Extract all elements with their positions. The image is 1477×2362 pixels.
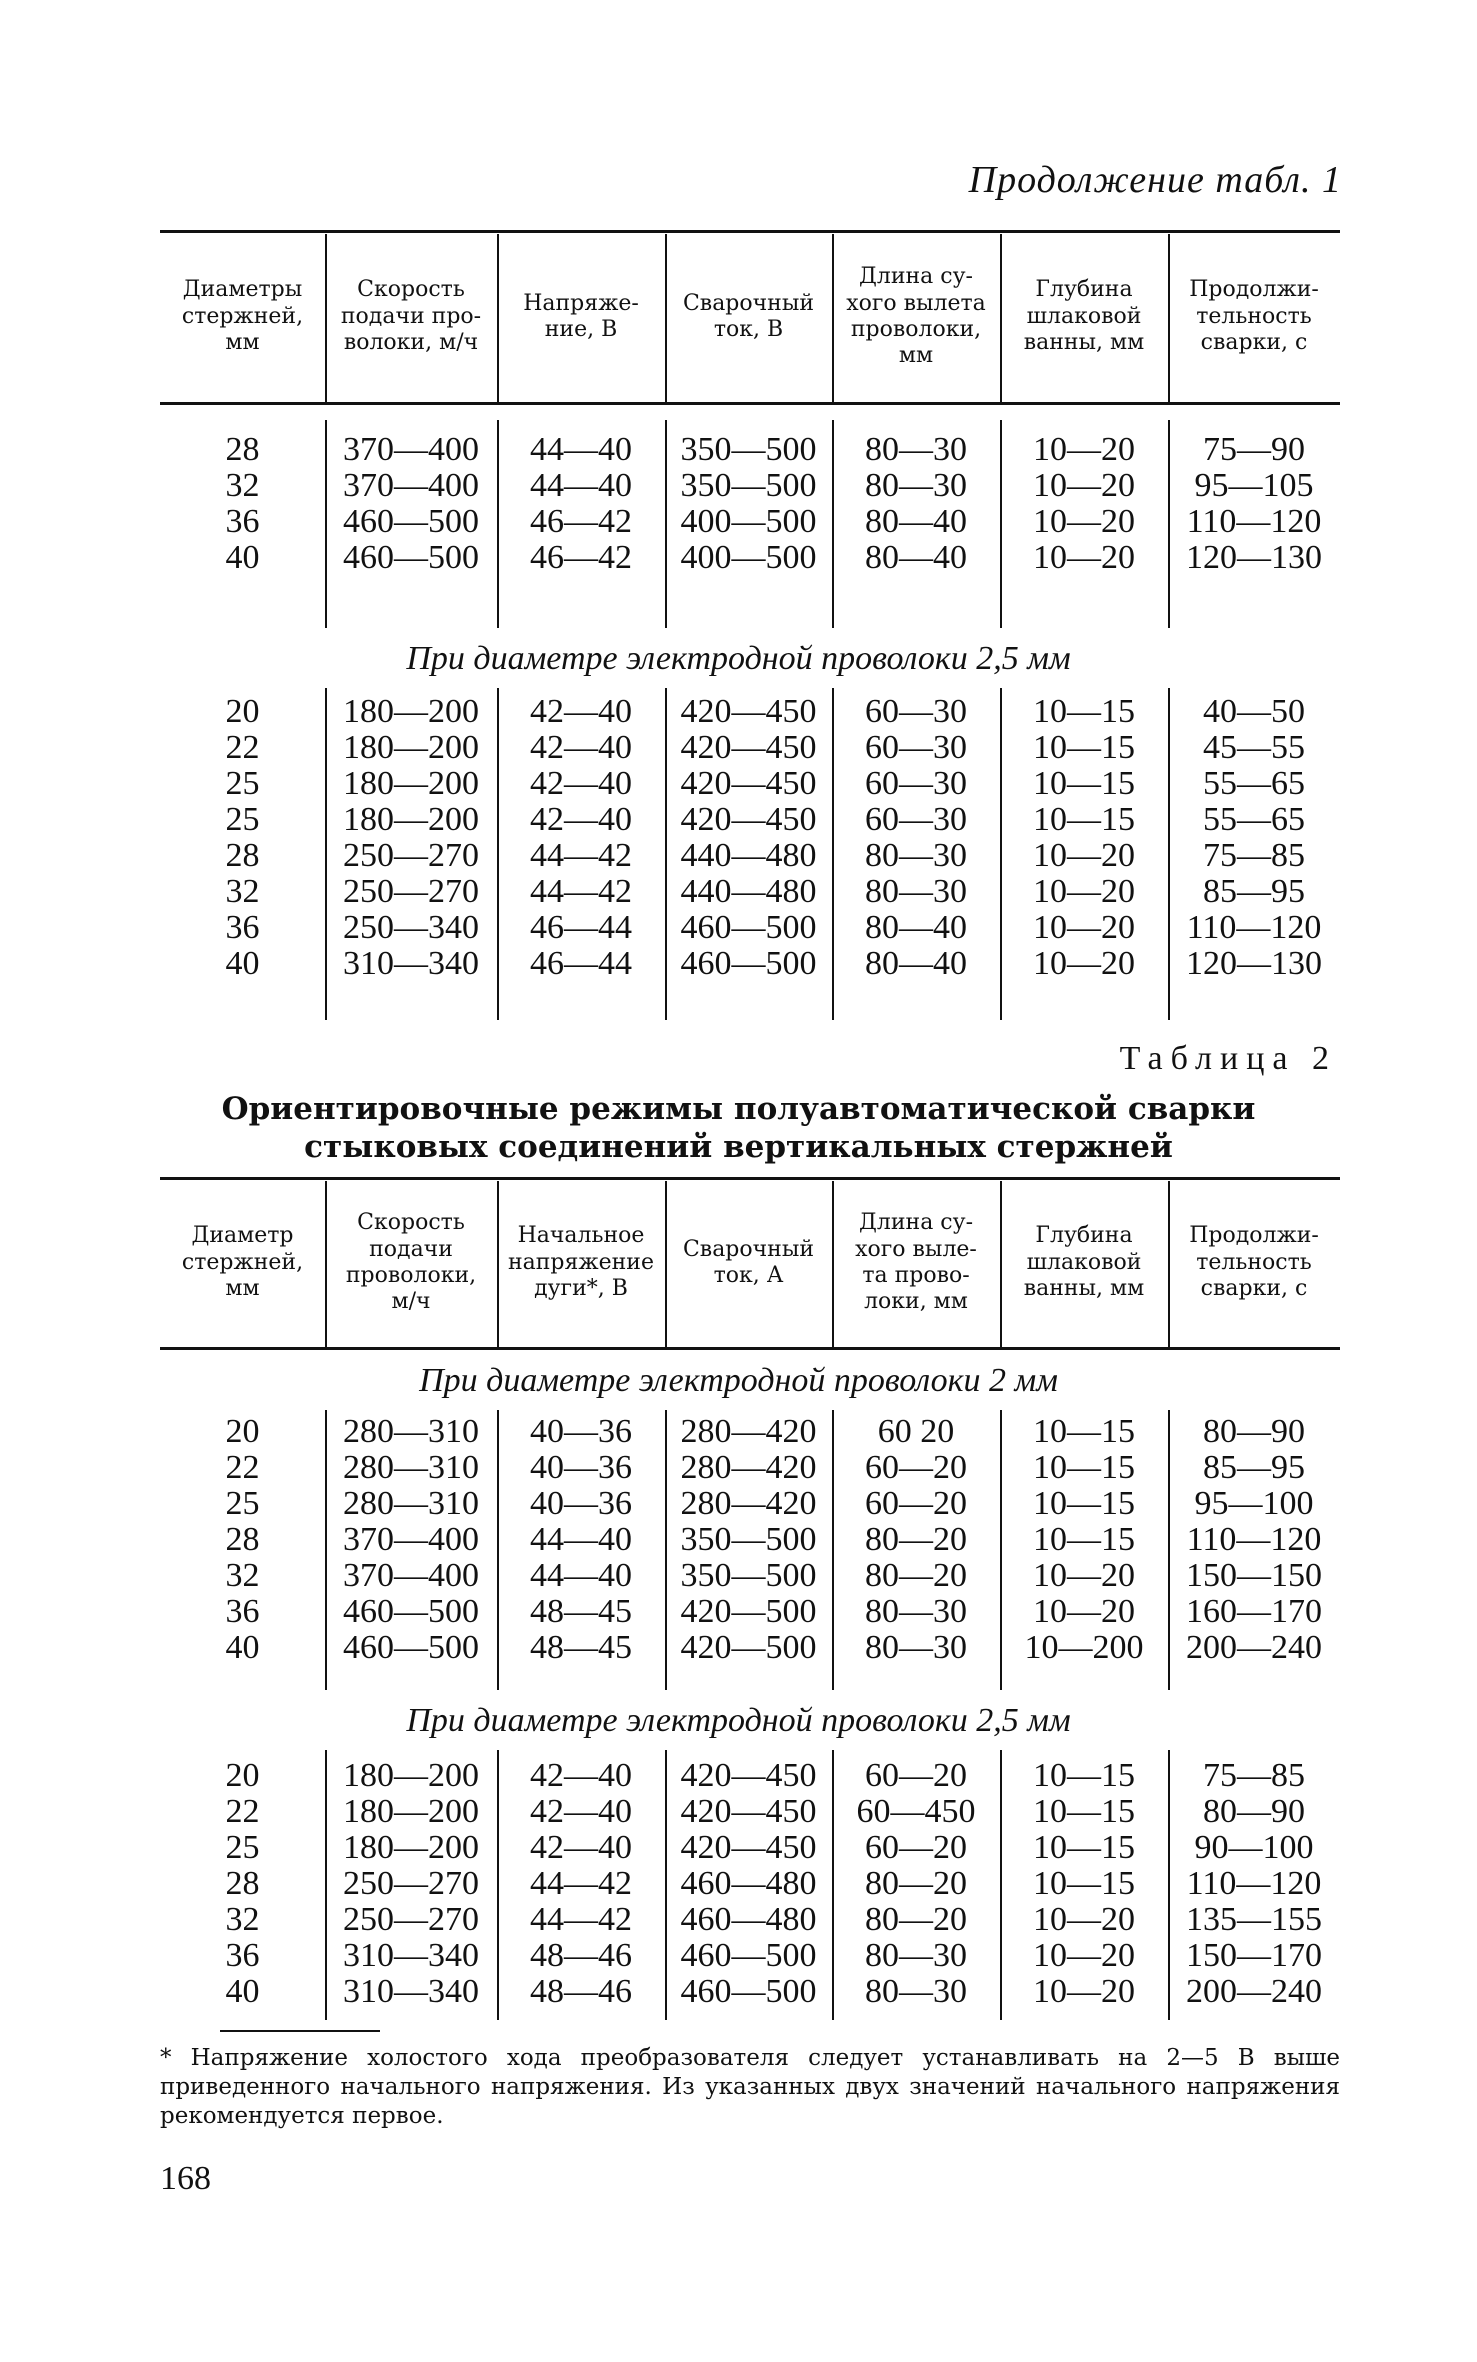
table-cell: 40 bbox=[225, 1973, 260, 2010]
table-cell: 60—450 bbox=[856, 1793, 976, 1830]
footnote: * Напряжение холостого хода преобразователя следует устанавливать на 2—5 В выше приведенного начального напряжения. Из указанных двух значений начального напряжения рекомендуется первое. bbox=[160, 2045, 1340, 2129]
table-cell: 460—500 bbox=[680, 1973, 817, 2010]
table-cell: 10—20 bbox=[1033, 467, 1135, 504]
table-cell: 48—46 bbox=[530, 1973, 632, 2010]
table-cell: 10—20 bbox=[1033, 909, 1135, 946]
table2-title-line2: стыковых соединений вертикальных стержней bbox=[304, 1129, 1173, 1165]
table-cell: 460—500 bbox=[680, 909, 817, 946]
table-cell: 200—240 bbox=[1186, 1973, 1322, 2010]
table-cell: 80—30 bbox=[865, 873, 967, 910]
table-cell: 10—20 bbox=[1033, 1937, 1135, 1974]
table-cell: 10—15 bbox=[1033, 1757, 1135, 1794]
table-cell: 280—420 bbox=[680, 1449, 817, 1486]
table2-divider bbox=[1000, 1181, 1002, 1347]
table2-block2-column-1 bbox=[160, 1758, 325, 2010]
table-cell: 420—450 bbox=[680, 729, 817, 766]
table-cell: 60—20 bbox=[865, 1829, 967, 1866]
table-cell: 25 bbox=[225, 765, 260, 802]
table-cell: 40 bbox=[225, 945, 260, 982]
table2-block1-column-2 bbox=[325, 1414, 497, 1666]
table-cell: 28 bbox=[225, 1521, 260, 1558]
table-cell: 40—36 bbox=[530, 1413, 632, 1450]
table2-header-rule bbox=[160, 1347, 1340, 1350]
table2-divider bbox=[665, 1181, 667, 1347]
footnote-rule bbox=[220, 2030, 380, 2032]
table2-title bbox=[0, 1090, 1477, 1166]
table-cell: 80—20 bbox=[865, 1865, 967, 1902]
table2-block1-subheading: При диаметре электродной проволоки 2 мм bbox=[419, 1362, 1058, 1399]
table-cell: 60—30 bbox=[865, 729, 967, 766]
table2-title-line1: Ориентировочные режимы полуавтоматической сварки bbox=[221, 1091, 1256, 1127]
table-cell: 420—500 bbox=[680, 1593, 817, 1630]
table-cell: 10—20 bbox=[1033, 1901, 1135, 1938]
table2-block2-column-5 bbox=[832, 1758, 1000, 2010]
table-cell: 180—200 bbox=[343, 729, 479, 766]
table-cell: 36 bbox=[225, 503, 260, 540]
table-cell: 42—40 bbox=[530, 765, 632, 802]
table1-top-rule bbox=[160, 230, 1340, 233]
table-cell: 80—20 bbox=[865, 1521, 967, 1558]
table-cell: 10—20 bbox=[1033, 1557, 1135, 1594]
table-cell: 135—155 bbox=[1186, 1901, 1322, 1938]
table-cell: 60 20 bbox=[877, 1413, 955, 1450]
table-cell: 80—90 bbox=[1203, 1413, 1305, 1450]
continuation-title: Продолжение табл. 1 bbox=[968, 159, 1342, 201]
table-cell: 10—20 bbox=[1033, 1593, 1135, 1630]
table-cell: 36 bbox=[225, 1937, 260, 1974]
table-cell: 25 bbox=[225, 1485, 260, 1522]
table-cell: 44—40 bbox=[530, 1521, 632, 1558]
table-cell: 10—20 bbox=[1033, 503, 1135, 540]
table-cell: 110—120 bbox=[1186, 1865, 1322, 1902]
table2-block2-subheading: При диаметре электродной проволоки 2,5 мм bbox=[406, 1702, 1071, 1739]
table-cell: 310—340 bbox=[343, 1973, 479, 2010]
table-cell: 420—450 bbox=[680, 1757, 817, 1794]
table2-block1-column-7 bbox=[1168, 1414, 1340, 1666]
table-cell: 400—500 bbox=[680, 539, 817, 576]
table-cell: 22 bbox=[225, 1793, 260, 1830]
table-cell: 40 bbox=[225, 539, 260, 576]
table1-block1-column-4 bbox=[665, 432, 832, 576]
table-cell: 440—480 bbox=[680, 873, 817, 910]
table-cell: 32 bbox=[225, 467, 260, 504]
table1-divider bbox=[497, 234, 499, 402]
table-cell: 160—170 bbox=[1186, 1593, 1322, 1630]
table1-header-1: Диаметры стержней, мм bbox=[181, 277, 304, 356]
table1-header-rule bbox=[160, 402, 1340, 405]
table-cell: 310—340 bbox=[343, 1937, 479, 1974]
table-cell: 22 bbox=[225, 729, 260, 766]
table-cell: 20 bbox=[225, 1757, 260, 1794]
table1-header-6: Глубина шлаковой ванны, мм bbox=[1023, 277, 1145, 356]
table-cell: 180—200 bbox=[343, 801, 479, 838]
table2-header-3: Начальное напряжение дуги*, В bbox=[507, 1223, 654, 1302]
table1-block2-column-1 bbox=[160, 694, 325, 982]
table2-divider bbox=[497, 1181, 499, 1347]
table2-block1-column-4 bbox=[665, 1414, 832, 1666]
table-cell: 420—450 bbox=[680, 1793, 817, 1830]
table-cell: 280—310 bbox=[343, 1485, 479, 1522]
table-cell: 150—170 bbox=[1186, 1937, 1322, 1974]
table-cell: 200—240 bbox=[1186, 1629, 1322, 1666]
table1-block2-column-7 bbox=[1168, 694, 1340, 982]
table-cell: 420—450 bbox=[680, 1829, 817, 1866]
table2-block2-column-3 bbox=[497, 1758, 665, 2010]
table1-divider bbox=[1168, 234, 1170, 402]
table-cell: 10—15 bbox=[1033, 1449, 1135, 1486]
table-cell: 75—85 bbox=[1203, 837, 1305, 874]
table-cell: 80—40 bbox=[865, 945, 967, 982]
table2-block2-column-6 bbox=[1000, 1758, 1168, 2010]
table-cell: 95—100 bbox=[1194, 1485, 1314, 1522]
table-cell: 80—30 bbox=[865, 1937, 967, 1974]
table1-divider bbox=[665, 234, 667, 402]
table-cell: 10—15 bbox=[1033, 1793, 1135, 1830]
table-cell: 60—30 bbox=[865, 765, 967, 802]
table-cell: 10—20 bbox=[1033, 539, 1135, 576]
table-cell: 10—20 bbox=[1033, 1973, 1135, 2010]
table-cell: 440—480 bbox=[680, 837, 817, 874]
table-cell: 80—30 bbox=[865, 1593, 967, 1630]
table-cell: 10—200 bbox=[1024, 1629, 1144, 1666]
table-cell: 460—500 bbox=[343, 539, 479, 576]
table-cell: 10—20 bbox=[1033, 873, 1135, 910]
table-cell: 80—30 bbox=[865, 1973, 967, 2010]
table-cell: 80—30 bbox=[865, 837, 967, 874]
table1-block1-column-3 bbox=[497, 432, 665, 576]
table1-header-5: Длина су- хого вылета проволоки, мм bbox=[846, 264, 986, 369]
table-cell: 280—420 bbox=[680, 1485, 817, 1522]
table-cell: 460—500 bbox=[343, 1593, 479, 1630]
table-cell: 42—40 bbox=[530, 729, 632, 766]
table-cell: 32 bbox=[225, 873, 260, 910]
table-cell: 180—200 bbox=[343, 693, 479, 730]
table-cell: 42—40 bbox=[530, 801, 632, 838]
table-cell: 180—200 bbox=[343, 765, 479, 802]
table-cell: 60—30 bbox=[865, 801, 967, 838]
table-cell: 250—270 bbox=[343, 873, 479, 910]
table-cell: 36 bbox=[225, 909, 260, 946]
table-cell: 40—50 bbox=[1203, 693, 1305, 730]
table-cell: 420—450 bbox=[680, 765, 817, 802]
table-cell: 48—45 bbox=[530, 1629, 632, 1666]
table2-label: Таблица 2 bbox=[1119, 1040, 1337, 1077]
table2-block1-column-5 bbox=[832, 1414, 1000, 1666]
table1-block1-column-2 bbox=[325, 432, 497, 576]
table-cell: 120—130 bbox=[1186, 945, 1322, 982]
table-cell: 80—30 bbox=[865, 431, 967, 468]
table-cell: 44—42 bbox=[530, 873, 632, 910]
table-cell: 250—340 bbox=[343, 909, 479, 946]
table-cell: 420—450 bbox=[680, 693, 817, 730]
table-cell: 55—65 bbox=[1203, 801, 1305, 838]
table-cell: 32 bbox=[225, 1557, 260, 1594]
table2-top-rule bbox=[160, 1177, 1340, 1180]
table-cell: 45—55 bbox=[1203, 729, 1305, 766]
table2-divider bbox=[325, 1181, 327, 1347]
table-cell: 25 bbox=[225, 801, 260, 838]
table-cell: 350—500 bbox=[680, 467, 817, 504]
table-cell: 80—30 bbox=[865, 1629, 967, 1666]
table2-header-4: Сварочный ток, А bbox=[682, 1236, 815, 1288]
table-cell: 42—40 bbox=[530, 1757, 632, 1794]
table2-header-6: Глубина шлаковой ванны, мм bbox=[1023, 1223, 1145, 1302]
table1-header-4: Сварочный ток, В bbox=[682, 290, 815, 342]
table-cell: 350—500 bbox=[680, 1521, 817, 1558]
table-cell: 10—15 bbox=[1033, 693, 1135, 730]
table-cell: 400—500 bbox=[680, 503, 817, 540]
table-cell: 90—100 bbox=[1194, 1829, 1314, 1866]
table1-divider bbox=[1000, 234, 1002, 402]
table-cell: 80—30 bbox=[865, 467, 967, 504]
table-cell: 80—40 bbox=[865, 909, 967, 946]
table-cell: 28 bbox=[225, 431, 260, 468]
table-cell: 80—20 bbox=[865, 1901, 967, 1938]
table1-block1-column-7 bbox=[1168, 432, 1340, 576]
table-cell: 120—130 bbox=[1186, 539, 1322, 576]
table-cell: 280—310 bbox=[343, 1449, 479, 1486]
table-cell: 10—15 bbox=[1033, 1865, 1135, 1902]
table-cell: 180—200 bbox=[343, 1757, 479, 1794]
table-cell: 40 bbox=[225, 1629, 260, 1666]
table-cell: 80—40 bbox=[865, 503, 967, 540]
table-cell: 75—85 bbox=[1203, 1757, 1305, 1794]
page-number: 168 bbox=[160, 2160, 211, 2197]
table-cell: 44—42 bbox=[530, 1901, 632, 1938]
table-cell: 10—15 bbox=[1033, 801, 1135, 838]
table-cell: 370—400 bbox=[343, 431, 479, 468]
table-cell: 20 bbox=[225, 1413, 260, 1450]
table-cell: 250—270 bbox=[343, 837, 479, 874]
table2-block1-column-3 bbox=[497, 1414, 665, 1666]
table-cell: 310—340 bbox=[343, 945, 479, 982]
table-cell: 460—500 bbox=[680, 1937, 817, 1974]
table-cell: 460—500 bbox=[343, 503, 479, 540]
table-cell: 250—270 bbox=[343, 1901, 479, 1938]
table-cell: 36 bbox=[225, 1593, 260, 1630]
table2-divider bbox=[832, 1181, 834, 1347]
table-cell: 80—90 bbox=[1203, 1793, 1305, 1830]
table1-block2-column-5 bbox=[832, 694, 1000, 982]
table1-header-3: Напряже- ние, В bbox=[523, 290, 639, 342]
table-cell: 460—500 bbox=[343, 1629, 479, 1666]
table1-block2-subheading: При диаметре электродной проволоки 2,5 мм bbox=[406, 640, 1071, 677]
table-cell: 60—20 bbox=[865, 1485, 967, 1522]
table-cell: 60—30 bbox=[865, 693, 967, 730]
table-cell: 46—44 bbox=[530, 909, 632, 946]
table-cell: 10—15 bbox=[1033, 1485, 1135, 1522]
table-cell: 10—20 bbox=[1033, 945, 1135, 982]
table1-block2-column-6 bbox=[1000, 694, 1168, 982]
table-cell: 60—20 bbox=[865, 1449, 967, 1486]
table-cell: 55—65 bbox=[1203, 765, 1305, 802]
table-cell: 80—40 bbox=[865, 539, 967, 576]
table-cell: 44—40 bbox=[530, 431, 632, 468]
table-cell: 150—150 bbox=[1186, 1557, 1322, 1594]
table-cell: 110—120 bbox=[1186, 909, 1322, 946]
table-cell: 460—500 bbox=[680, 945, 817, 982]
table2-block1-column-6 bbox=[1000, 1414, 1168, 1666]
table-cell: 44—42 bbox=[530, 1865, 632, 1902]
table-cell: 10—15 bbox=[1033, 729, 1135, 766]
table1-block2-column-4 bbox=[665, 694, 832, 982]
table-cell: 44—40 bbox=[530, 1557, 632, 1594]
table-cell: 350—500 bbox=[680, 1557, 817, 1594]
table2-block2-column-4 bbox=[665, 1758, 832, 2010]
table1-header-7: Продолжи- тельность сварки, с bbox=[1189, 277, 1319, 356]
table-cell: 280—420 bbox=[680, 1413, 817, 1450]
table-cell: 250—270 bbox=[343, 1865, 479, 1902]
table-cell: 42—40 bbox=[530, 693, 632, 730]
table-cell: 80—20 bbox=[865, 1557, 967, 1594]
table2-block2-column-7 bbox=[1168, 1758, 1340, 2010]
table-cell: 44—40 bbox=[530, 467, 632, 504]
table-cell: 370—400 bbox=[343, 467, 479, 504]
table1-block1-column-5 bbox=[832, 432, 1000, 576]
table-cell: 10—15 bbox=[1033, 1521, 1135, 1558]
table1-block2-column-2 bbox=[325, 694, 497, 982]
table-cell: 20 bbox=[225, 693, 260, 730]
table-cell: 48—46 bbox=[530, 1937, 632, 1974]
table1-block1-column-1 bbox=[160, 432, 325, 576]
table1-divider bbox=[325, 234, 327, 402]
table-cell: 48—45 bbox=[530, 1593, 632, 1630]
table-cell: 40—36 bbox=[530, 1485, 632, 1522]
table2-header-1: Диаметр стержней, мм bbox=[181, 1223, 304, 1302]
table-cell: 75—90 bbox=[1203, 431, 1305, 468]
table-cell: 110—120 bbox=[1186, 503, 1322, 540]
table-cell: 10—20 bbox=[1033, 431, 1135, 468]
table-cell: 25 bbox=[225, 1829, 260, 1866]
table-cell: 60—20 bbox=[865, 1757, 967, 1794]
table2-header-7: Продолжи- тельность сварки, с bbox=[1189, 1223, 1319, 1302]
table2-block1-column-1 bbox=[160, 1414, 325, 1666]
table1-divider bbox=[832, 234, 834, 402]
table1-header-2: Скорость подачи про- волоки, м/ч bbox=[340, 277, 482, 356]
table-cell: 280—310 bbox=[343, 1413, 479, 1450]
table-cell: 370—400 bbox=[343, 1557, 479, 1594]
table-cell: 85—95 bbox=[1203, 1449, 1305, 1486]
table-cell: 85—95 bbox=[1203, 873, 1305, 910]
table-cell: 28 bbox=[225, 1865, 260, 1902]
table2-divider bbox=[1168, 1181, 1170, 1347]
table-cell: 10—20 bbox=[1033, 837, 1135, 874]
table-cell: 28 bbox=[225, 837, 260, 874]
table-cell: 42—40 bbox=[530, 1829, 632, 1866]
table1-block1-column-6 bbox=[1000, 432, 1168, 576]
table-cell: 370—400 bbox=[343, 1521, 479, 1558]
table-cell: 460—480 bbox=[680, 1901, 817, 1938]
table-cell: 46—42 bbox=[530, 539, 632, 576]
table-cell: 40—36 bbox=[530, 1449, 632, 1486]
table2-block2-column-2 bbox=[325, 1758, 497, 2010]
table-cell: 10—15 bbox=[1033, 1829, 1135, 1866]
table-cell: 46—44 bbox=[530, 945, 632, 982]
table-cell: 420—450 bbox=[680, 801, 817, 838]
table-cell: 180—200 bbox=[343, 1829, 479, 1866]
table2-header-2: Скорость подачи проволоки, м/ч bbox=[345, 1210, 477, 1315]
table-cell: 10—15 bbox=[1033, 1413, 1135, 1450]
table-cell: 110—120 bbox=[1186, 1521, 1322, 1558]
table-cell: 44—42 bbox=[530, 837, 632, 874]
table-cell: 42—40 bbox=[530, 1793, 632, 1830]
table-cell: 22 bbox=[225, 1449, 260, 1486]
table-cell: 420—500 bbox=[680, 1629, 817, 1666]
table-cell: 460—480 bbox=[680, 1865, 817, 1902]
table2-header-5: Длина су- хого выле- та прово- локи, мм bbox=[855, 1210, 977, 1315]
table-cell: 46—42 bbox=[530, 503, 632, 540]
table-cell: 10—15 bbox=[1033, 765, 1135, 802]
table1-block2-column-3 bbox=[497, 694, 665, 982]
table-cell: 95—105 bbox=[1194, 467, 1314, 504]
table-cell: 350—500 bbox=[680, 431, 817, 468]
table-cell: 180—200 bbox=[343, 1793, 479, 1830]
table-cell: 32 bbox=[225, 1901, 260, 1938]
